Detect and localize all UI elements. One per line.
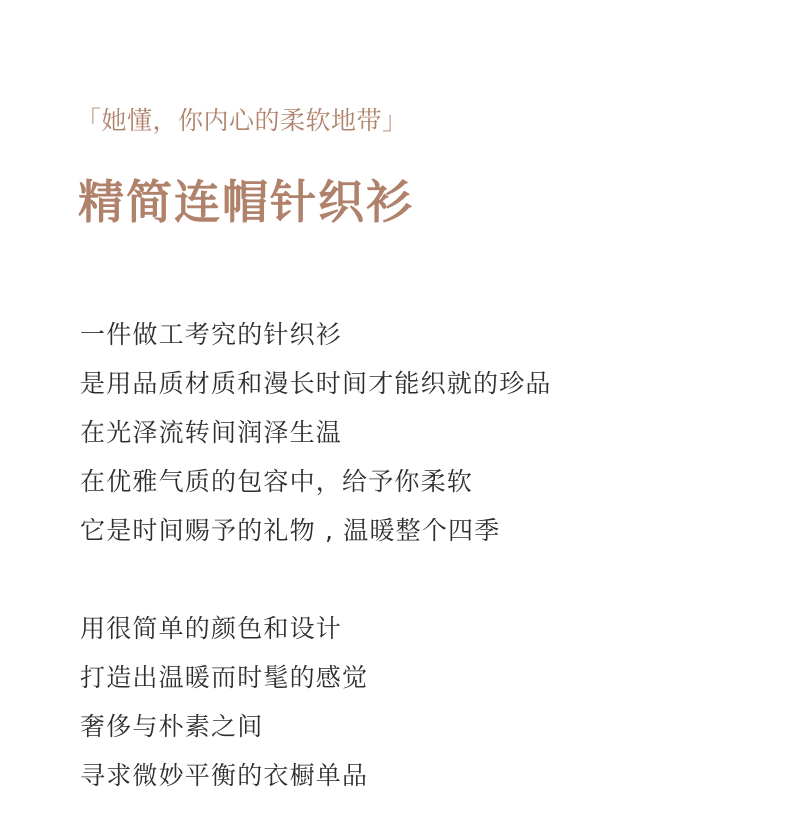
paragraph-line: 寻求微妙平衡的衣橱单品 bbox=[80, 761, 369, 790]
tagline: 「她懂，你内心的柔软地带」 bbox=[76, 106, 408, 135]
paragraph-line: 用很简单的颜色和设计 bbox=[80, 614, 343, 643]
paragraph-line: 在光泽流转间润泽生温 bbox=[80, 418, 343, 447]
paragraph-line: 一件做工考究的针织衫 bbox=[80, 320, 343, 349]
paragraph-line: 是用品质材质和漫长时间才能织就的珍品 bbox=[80, 369, 552, 398]
paragraph-line: 奢侈与朴素之间 bbox=[80, 712, 264, 741]
paragraph-line: 打造出温暖而时髦的感觉 bbox=[80, 663, 369, 692]
description-paragraph-1 bbox=[80, 310, 552, 555]
paragraph-line: 它是时间赐予的礼物 , 温暖整个四季 bbox=[80, 516, 501, 545]
description-paragraph-2 bbox=[80, 604, 368, 800]
page-title: 精简连帽针织衫 bbox=[78, 175, 414, 229]
paragraph-line: 在优雅气质的包容中，给予你柔软 bbox=[80, 467, 474, 496]
